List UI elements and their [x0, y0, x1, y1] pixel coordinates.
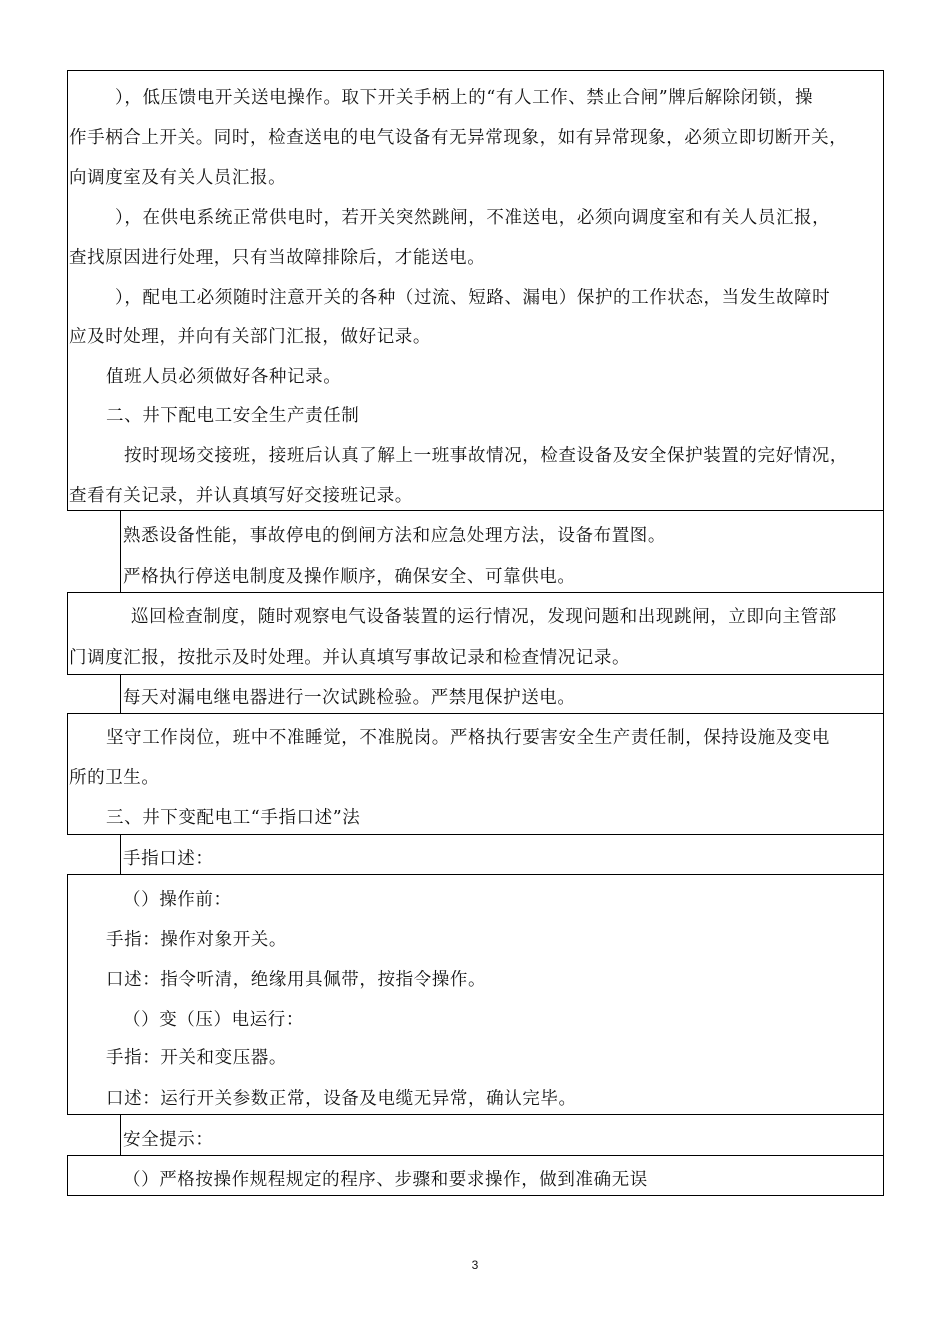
paragraph-line: （）操作前：: [123, 890, 232, 910]
paragraph-line: 熟悉设备性能，事故停电的倒闸方法和应急处理方法，设备布置图。: [123, 526, 666, 546]
paragraph-line: 口述：运行开关参数正常，设备及电缆无异常，确认完毕。: [106, 1089, 577, 1109]
paragraph-line: 手指：操作对象开关。: [106, 930, 287, 950]
paragraph-line: 值班人员必须做好各种记录。: [106, 367, 342, 387]
paragraph-line: 手指口述：: [123, 849, 214, 869]
section-heading: 二、井下配电工安全生产责任制: [106, 406, 360, 426]
paragraph-line: （）严格按操作规程规定的程序、步骤和要求操作，做到准确无误: [123, 1170, 648, 1190]
paragraph-line: 作手柄合上开关。同时，检查送电的电气设备有无异常现象，如有异常现象，必须立即切断开关，: [69, 128, 848, 148]
paragraph-line: 门调度汇报，按批示及时处理。并认真填写事故记录和检查情况记录。: [69, 648, 631, 668]
paragraph-line: ），在供电系统正常供电时，若开关突然跳闸，不准送电，必须向调度室和有关人员汇报，: [115, 208, 831, 228]
paragraph-line: 口述：指令听清，绝缘用具佩带，按指令操作。: [106, 970, 487, 990]
paragraph-line: 查找原因进行处理，只有当故障排除后，才能送电。: [69, 248, 486, 268]
paragraph-line: 所的卫生。: [69, 768, 160, 788]
paragraph-line: ），低压馈电开关送电操作。取下开关手柄上的“有人工作、禁止合闸”牌后解除闭锁，操: [115, 88, 814, 108]
paragraph-line: ），配电工必须随时注意开关的各种（过流、短路、漏电）保护的工作状态，当发生故障时: [115, 288, 831, 308]
text-box-indented-4: [120, 1114, 884, 1156]
paragraph-line: 查看有关记录，并认真填写好交接班记录。: [69, 486, 413, 506]
paragraph-line: 每天对漏电继电器进行一次试跳检验。严禁甩保护送电。: [123, 688, 576, 708]
text-box-indented-3: [120, 834, 884, 875]
paragraph-line: 按时现场交接班，接班后认真了解上一班事故情况，检查设备及安全保护装置的完好情况，: [124, 446, 848, 466]
section-heading: 三、井下变配电工“手指口述”法: [106, 808, 361, 828]
paragraph-line: 巡回检查制度，随时观察电气设备装置的运行情况，发现问题和出现跳闸，立即向主管部: [131, 607, 837, 627]
paragraph-line: 严格执行停送电制度及操作顺序，确保安全、可靠供电。: [123, 567, 576, 587]
paragraph-line: 安全提示：: [123, 1130, 214, 1150]
page-number: 3: [471, 1258, 479, 1272]
paragraph-line: （）变（压）电运行：: [123, 1010, 304, 1030]
paragraph-line: 坚守工作岗位，班中不准睡觉，不准脱岗。严格执行要害安全生产责任制，保持设施及变电: [106, 728, 830, 748]
paragraph-line: 手指：开关和变压器。: [106, 1048, 287, 1068]
paragraph-line: 向调度室及有关人员汇报。: [69, 168, 287, 188]
paragraph-line: 应及时处理，并向有关部门汇报，做好记录。: [69, 327, 431, 347]
